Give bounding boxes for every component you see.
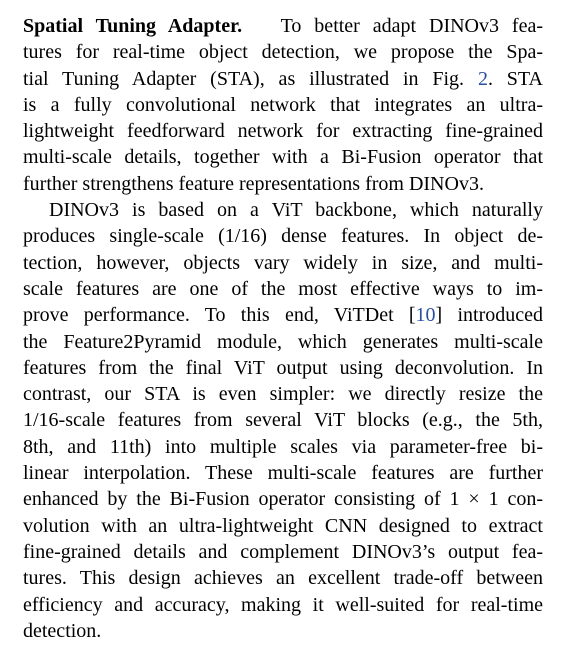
paragraph-2-line-4: scale features are one of the most effective ways to im-	[23, 277, 543, 300]
paragraph-2-line-5: prove performance. To this end, ViTDet [10] introduced	[23, 304, 543, 327]
paragraph-1-line-6: multi-scale details, together with a Bi-Fusion operator that	[23, 146, 543, 169]
paragraph-2-line-8: contrast, our STA is even simpler: we directly resize the	[23, 383, 543, 406]
paragraph-2-line-1: DINOv3 is based on a ViT backbone, which naturally	[49, 199, 543, 222]
paragraph-2-line-13: volution with an ultra-lightweight CNN designed to extract	[23, 514, 543, 537]
paragraph-2-line-14: fine-grained details and complement DINOv3’s output fea-	[23, 540, 543, 563]
paragraph-2-line-15: tures. This design achieves an excellent trade-off between	[23, 567, 543, 590]
paragraph-2-line-2: produces single-scale (1/16) dense features. In object de-	[23, 225, 543, 248]
figure-link[interactable]: 2	[477, 67, 488, 90]
paper-section	[23, 13, 543, 644]
paragraph-1-line-2: tures for real-time object detection, we propose the Spa-	[23, 41, 543, 64]
paragraph-2-line-6: the Feature2Pyramid module, which generates multi-scale	[23, 330, 543, 353]
section-heading: Spatial Tuning Adapter.	[23, 15, 243, 37]
paragraph-2-line-9: 1/16-scale features from several ViT blocks (e.g., the 5th,	[23, 409, 543, 432]
paragraph-2-line-11: linear interpolation. These multi-scale features are further	[23, 462, 543, 485]
paragraph-1	[23, 13, 543, 197]
paragraph-2-line-3: tection, however, objects vary widely in size, and multi-	[23, 251, 543, 274]
paragraph-1-line-7: further strengthens feature representations from DINOv3.	[23, 172, 484, 195]
citation-link[interactable]: 10	[415, 304, 436, 327]
paragraph-2	[23, 197, 543, 644]
paragraph-2-line-17: detection.	[23, 619, 102, 642]
paragraph-2-line-7: features from the final ViT output using deconvolution. In	[23, 356, 543, 379]
paragraph-1-line-5: lightweight feedforward network for extracting fine-grained	[23, 120, 543, 143]
paragraph-2-line-12: enhanced by the Bi-Fusion operator consisting of 1 × 1 con-	[23, 488, 543, 511]
paragraph-2-line-10: 8th, and 11th) into multiple scales via parameter-free bi-	[23, 435, 543, 458]
paragraph-1-line-1: Spatial Tuning Adapter. To better adapt DINOv3 fea-	[23, 15, 544, 37]
paragraph-1-line-3: tial Tuning Adapter (STA), as illustrated in Fig. 2. STA	[23, 67, 543, 90]
paragraph-2-line-16: efficiency and accuracy, making it well-suited for real-time	[23, 593, 543, 616]
paragraph-1-line-4: is a fully convolutional network that integrates an ultra-	[23, 93, 543, 116]
